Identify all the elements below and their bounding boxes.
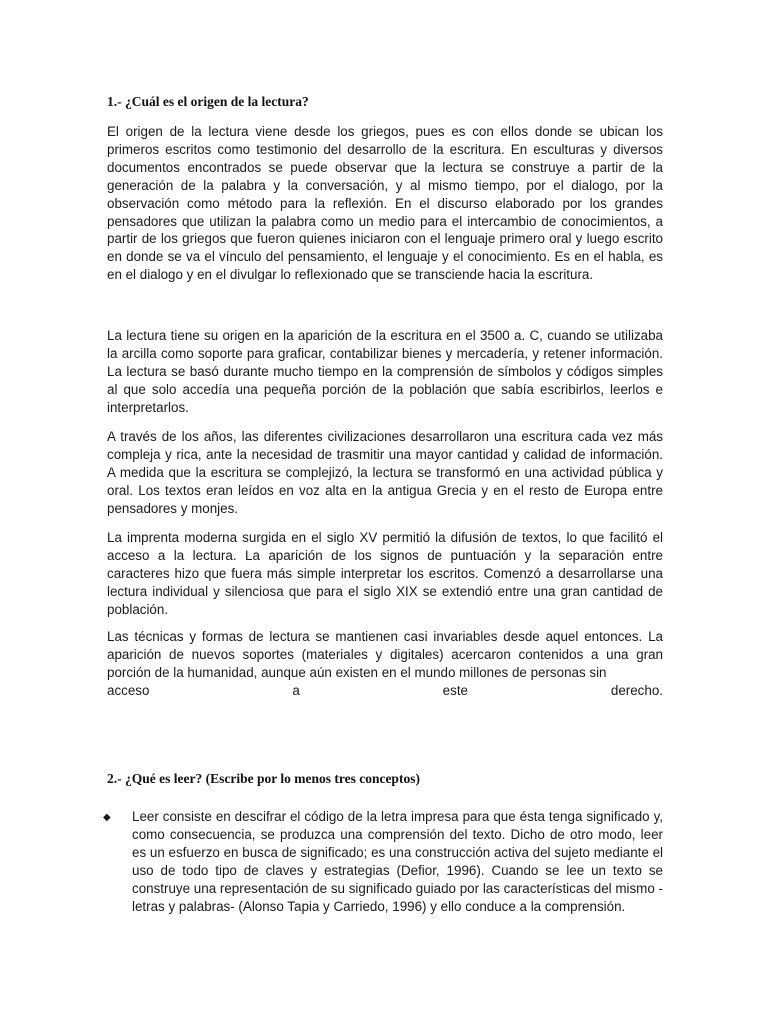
section-1-paragraph-4: La imprenta moderna surgida en el siglo XV permitió la difusión de textos, lo que facilitó el acceso a la lectura. La aparición de los signos de puntuación y la separación entre caracteres hizo que fuera más simple interpretar los escritos. Comenzó a desarrollarse una lectura individual y silenciosa que para el siglo XIX se extendió entre una gran cantidad de población. (107, 530, 663, 617)
section-1-paragraph-5 (107, 628, 663, 700)
section-1-paragraph-2: La lectura tiene su origen en la aparición de la escritura en el 3500 a. C, cuando se utilizaba la arcilla como soporte para graficar, contabilizar bienes y mercadería, y retener información. La lectura se basó durante mucho tiempo en la comprensión de símbolos y códigos simples al que solo accedía una pequeña porción de la población que sabía escribirlos, leerlos e interpretarlos. (107, 328, 663, 415)
last-line-word: este (442, 682, 468, 698)
diamond-bullet-icon: ◆ (103, 812, 111, 823)
section-1-paragraph-5-body: Las técnicas y formas de lectura se mantienen casi invariables desde aquel entonces. La aparición de nuevos soportes (materiales y digitales) acercaron contenidos a una gran porción de la humanidad, aunque aún existen en el mundo millones de personas sin (107, 629, 663, 680)
bullet-item-text: Leer consiste en descifrar el código de la letra impresa para que ésta tenga significado y, como consecuencia, se produzca una comprensión del texto. Dicho de otro modo, leer es un esfuerzo en busca de significado; es una construcción activa del sujeto mediante el uso de todo tipo de claves y estrategias (Defior, 1996). Cuando se lee un texto se construye una representación de su significado guiado por las características del mismo -letras y palabras- (Alonso Tapia y Carriedo, 1996) y ello conduce a la comprensión. (132, 809, 663, 914)
last-line-word: a (292, 682, 300, 698)
last-line-word: derecho. (610, 682, 663, 698)
section-2-heading: 2.- ¿Qué es leer? (Escribe por lo menos tres conceptos) (107, 771, 420, 786)
section-1-paragraph-1: El origen de la lectura viene desde los griegos, pues es con ellos donde se ubican los primeros escritos como testimonio del desarrollo de la escritura. En esculturas y diversos documentos encontrados se puede observar que la lectura se construye a partir de la generación de la palabra y la conversación, y al mismo tiempo, por el dialogo, por la observación como método para la reflexión. En el discurso elaborado por los grandes pensadores que utilizan la palabra como un medio para el intercambio de conocimientos, a partir de los griegos que fueron quienes iniciaron con el lenguaje primero oral y luego escrito en donde se va el vínculo del pensamiento, el lenguaje y el conocimiento. Es en el habla, es en el dialogo y en el divulgar lo reflexionado que se transciende hacia la escritura. (107, 124, 663, 283)
section-1-paragraph-5-last-line (107, 682, 663, 700)
last-line-word: acceso (107, 682, 150, 698)
section-1-heading: 1.- ¿Cuál es el origen de la lectura? (107, 94, 309, 109)
section-1-paragraph-3: A través de los años, las diferentes civilizaciones desarrollaron una escritura cada vez más compleja y rica, ante la necesidad de trasmitir una mayor cantidad y calidad de información. A medida que la escritura se complejizó, la lectura se transformó en una actividad pública y oral. Los textos eran leídos en voz alta en la antigua Grecia y en el resto de Europa entre pensadores y monjes. (107, 429, 663, 516)
